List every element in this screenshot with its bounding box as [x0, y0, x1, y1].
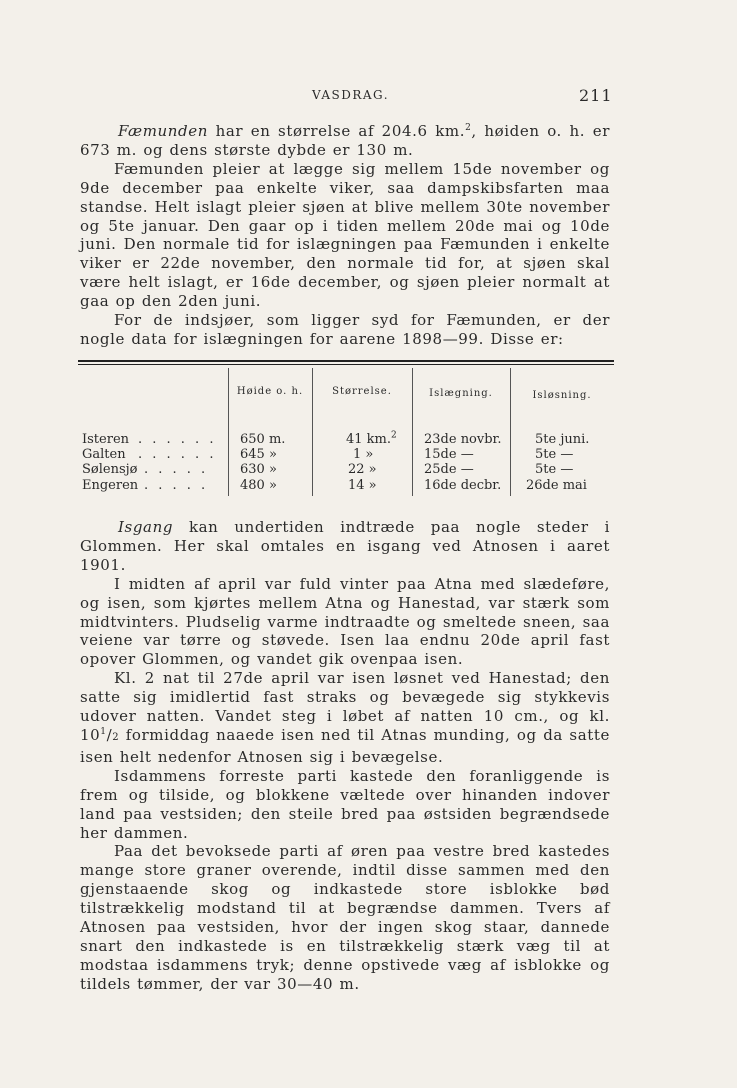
header-islaegning: Islægning.: [429, 388, 493, 399]
cell-hoide: 645 »: [240, 447, 277, 462]
leader-dots: . . . . .: [144, 462, 209, 477]
cell-islaegning: 25de —: [424, 462, 474, 477]
table-row: [78, 462, 614, 477]
lake-name: Galten: [82, 447, 126, 462]
lake-name: Sølensjø: [82, 462, 138, 477]
page-number: 211: [579, 86, 613, 105]
paragraph-text: Kl. 2 nat til 27de april var isen løsnet ved Hanestad; den satte sig imidlertid fast straks og bevægede sig stykkevis udover natten. Vandet steg i løbet af natten 10 cm., og kl. 10: [80, 669, 610, 744]
cell-islosning: 5te juni.: [535, 432, 590, 447]
fraction-denominator: 2: [112, 731, 120, 743]
ice-data-table: [78, 360, 614, 500]
cell-hoide: 630 »: [240, 462, 277, 477]
paragraph-isgang: [80, 518, 610, 575]
leader-dots: . . . . . .: [138, 447, 217, 462]
lake-name: Engeren: [82, 478, 139, 493]
paragraph-faemunden-size: [80, 122, 610, 160]
leader-dots: . . . . .: [144, 478, 209, 493]
cell-islosning: 26de mai: [526, 478, 587, 493]
paragraph-text: formiddag naaede isen ned til Atnas munding, og da satte isen helt nedenfor Atnosen sig i bevægelse.: [80, 725, 610, 766]
cell-storrelse: [346, 432, 397, 447]
cell-storrelse: 1 »: [353, 447, 374, 462]
cell-storrelse: 22 »: [348, 462, 377, 477]
lake-name: Isteren: [82, 432, 130, 447]
cell-islaegning: 15de —: [424, 447, 474, 462]
cell-islosning: 5te —: [535, 447, 574, 462]
superscript: 2: [391, 430, 397, 441]
table-rule-top: [78, 360, 614, 362]
cell-hoide: 650 m.: [240, 432, 286, 447]
cell-storrelse-value: 41 km.: [346, 432, 392, 447]
paragraph-ice-timing: Fæmunden pleier at lægge sig mellem 15de november og 9de december paa enkelte viker, saa dampskibsfarten maa standse. Helt islagt pleier sjøen at blive mellem 30te november og 5te januar. Den gaar op i tiden mellem 20de mai og 10de juni. Den normale tid for islægningen paa Fæmunden i enkelte viker er 22de november, den normale tid for, at sjøen skal være helt islagt, er 16de december, og sjøen pleier normalt at gaa op den 2den juni.: [80, 159, 610, 311]
paragraph-text: kan undertiden indtræde paa nogle steder i Glommen. Her skal omtales en isgang ved Atnosen i aaret 1901.: [80, 518, 610, 574]
page-header: [0, 88, 737, 112]
cell-islaegning: 23de novbr.: [424, 432, 502, 447]
italic-lead: Fæmunden: [118, 122, 208, 140]
paragraph-text: har en størrelse af 204.6 km.: [207, 122, 466, 140]
paragraph-bevoksede: Paa det bevoksede parti af øren paa vestre bred kastedes mange store graner overende, indtil disse sammen med den gjenstaaende skog og indkastede store isblokke bød tilstrækkelig modstand til at begrændse dammen. Tvers af Atnosen paa vestsiden, hvor der ingen skog staar, dannede snart den indkastede is en tilstrækkelig stærk væg til at modstaa isdammens tryk; denne opstivede væg af isblokke og tildels tømmer, der var 30—40 m.: [80, 842, 610, 993]
header-hoide: Høide o. h.: [236, 386, 304, 397]
paragraph-isdammens: Isdammens forreste parti kastede den foranliggende is frem og tilside, og blokkene væltede over hinanden indover land paa vestsiden; den steile bred paa østsiden begrændsede her dammen.: [80, 766, 610, 842]
bottom-text-block: [80, 518, 610, 994]
table-rule-top-thin: [78, 364, 614, 365]
paragraph-april-winter: I midten af april var fuld vinter paa Atna med slædeføre, og isen, som kjørtes mellem Atna og Hanestad, var stærk som midtvinters. Pludselig varme indtraadte og smeltede sneen, saa veiene var tørre og støvede. Isen laa endnu 20de april fast opover Glommen, og vandet gik ovenpaa isen.: [80, 574, 610, 669]
superscript: 2: [465, 123, 472, 133]
italic-lead: Isgang: [118, 518, 174, 536]
header-islosning: Isløsning.: [532, 390, 592, 401]
paragraph-text: , høiden o. h. er 673 m. og dens største dybde er 130 m.: [80, 122, 610, 159]
header-storrelse: Størrelse.: [332, 386, 392, 397]
cell-hoide: 480 »: [240, 478, 277, 493]
paragraph-lake-intro: For de indsjøer, som ligger syd for Fæmunden, er der nogle data for islægningen for aarene 1898—99. Disse er:: [80, 311, 610, 348]
leader-dots: . . . . . .: [138, 432, 217, 447]
table-row: [78, 447, 614, 462]
top-text-block: [80, 122, 610, 349]
table-row: [78, 432, 614, 447]
cell-islosning: 5te —: [535, 462, 574, 477]
cell-storrelse: 14 »: [348, 478, 377, 493]
paragraph-kl-2: Kl. 2 nat til 27de april var isen løsnet ved Hanestad; den satte sig imidlertid fast straks og bevægede sig stykkevis udover natten. Vandet steg i løbet af natten 10 cm., og kl. $10^1/2$ formiddag naaede isen ned til Atnas munding, og da satte isen helt nedenfor Atnosen sig i bevægelse.: [80, 669, 610, 766]
running-title: VASDRAG.: [312, 88, 390, 102]
cell-islaegning: 16de decbr.: [424, 478, 502, 493]
fraction-numerator: 1: [100, 726, 107, 737]
table-row: [78, 478, 614, 493]
